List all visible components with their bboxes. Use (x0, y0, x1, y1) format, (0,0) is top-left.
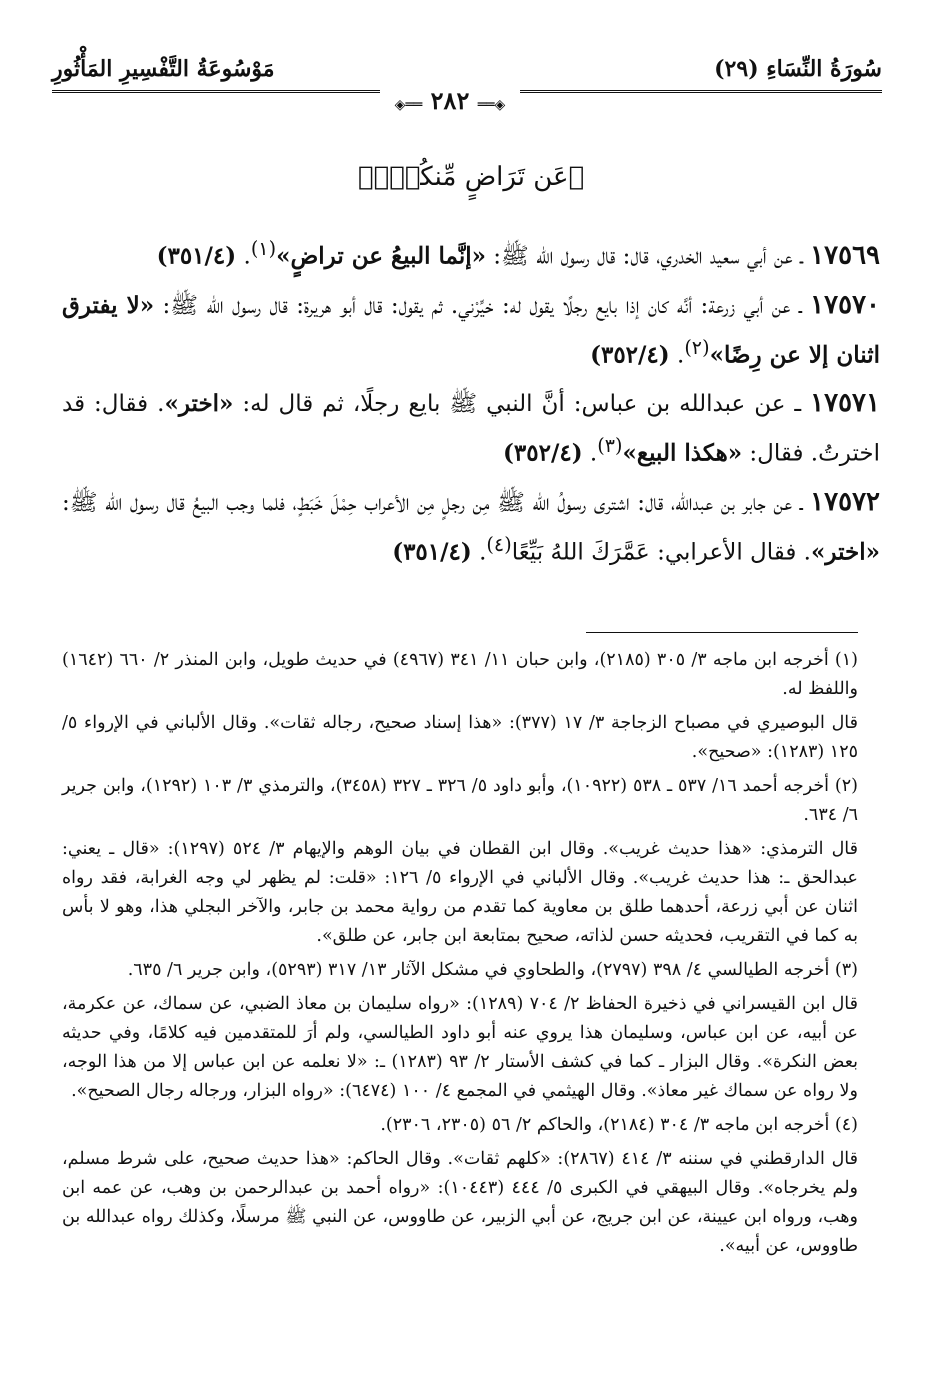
footnote-commentary: قال البوصيري في مصباح الزجاجة ٣/ ١٧ (٣٧٧): «هذا إسناد صحيح، رجاله ثقات». وقال الألباني في الإرواء ٥/ ١٢٥ (١٢٨٣): «صحيح». (62, 713, 858, 762)
footnote-marker[interactable]: (٢) (684, 335, 710, 359)
hadith-number: ١٧٥٧١ (810, 388, 880, 419)
hadith-number: ١٧٥٧٢ (810, 486, 880, 517)
ornament-icon: ══◈ (394, 97, 423, 113)
footnote-marker[interactable]: (٤) (486, 532, 512, 556)
volume-reference: (٣٥٢/٤) (503, 439, 583, 467)
footnote: (١) أخرجه ابن ماجه ٣/ ٣٠٥ (٢١٨٥)، وابن حبان ١١/ ٣٤١ (٤٩٦٧) في حديث طويل، وابن المنذر ٢/ ٦٦٠ (١٦٤٢) واللفظ له. (62, 650, 858, 699)
hadith-quote: «اختر» (811, 538, 880, 566)
hadith-text-middle: . فقال الأعرابي: عَمَّرَكَ اللهُ بَيِّعًا (511, 539, 811, 566)
footnote-marker[interactable]: (١) (250, 237, 277, 260)
surah-header: سُورَةُ النِّسَاءِ (٢٩) (714, 56, 882, 82)
volume-reference: (٣٥١/٤) (156, 242, 237, 270)
hadith-text-middle: . فقال: قد اخترتُ. فقال: (62, 391, 880, 467)
footnote-commentary: قال الدارقطني في سننه ٣/ ٤١٤ (٢٨٦٧): «كلهم ثقات». وقال الحاكم: «هذا حديث صحيح، على شرط مسلم، ولم يخرجاه». وقال البيهقي في الكبرى ٥/ ٤٤٤ (١٠٤٤٣): «رواه أحمد بن عبدالرحمن بن وهب، عن عمه ابن وهب، ورواه ابن عيينة، عن ابن جريج، عن أبي الزبير، عن طاووس، عن النبي ﷺ مرسلًا، وكذلك رواه عبدالله بن طاووس، عن أبيه». (62, 1149, 858, 1256)
footnote: (٢) أخرجه أحمد ١٦/ ٥٣٧ ـ ٥٣٨ (١٠٩٢٢)، وأبو داود ٥/ ٣٢٦ ـ ٣٢٧ (٣٤٥٨)، والترمذي ٣/ ١٠٣ (١٢٩٢)، وابن جرير ٦/ ٦٣٤. (62, 776, 858, 825)
hadith-list (62, 228, 880, 580)
footnote: (٣) أخرجه الطيالسي ٤/ ٣٩٨ (٢٧٩٧)، والطحاوي في مشكل الآثار ١٣/ ٣١٧ (٥٢٩٣)، وابن جرير ٦/ ٦٣٥. (127, 960, 858, 980)
hadith-quote-2: «هكذا البيع» (622, 439, 743, 467)
ornament-icon: ◈══ (477, 97, 506, 113)
hadith-text-end: . (471, 539, 487, 566)
hadith-text: ـ عن عبدالله بن عباس: أنَّ النبي ﷺ بايع رجلًا، ثم قال له: (233, 391, 802, 418)
hadith-text: ـ عن أبي سعيد الخدري، قال: قال رسول الله ﷺ: (486, 243, 803, 270)
verse-title: ﴿عَن تَرَاضٍ مِّنكُمْۚ﴾ (357, 162, 585, 192)
hadith-quote: «اختر» (164, 390, 234, 418)
footnote-marker[interactable]: (٣) (597, 434, 623, 458)
book-title-header: مَوْسُوعَةُ التَّفْسِيرِ المَأْثُورِ (52, 56, 275, 82)
hadith-text-end: . (236, 243, 251, 270)
footnote: (٤) أخرجه ابن ماجه ٣/ ٣٠٤ (٢١٨٤)، والحاكم ٢/ ٥٦ (٢٣٠٥، ٢٣٠٦). (380, 1115, 858, 1135)
hadith-quote: «إنَّما البيعُ عن تراضٍ» (276, 242, 486, 270)
hadith-entry (62, 228, 880, 278)
hadith-quote: «لا يفترق اثنان إلا عن رِضًا» (62, 291, 880, 369)
footnote-separator (586, 632, 858, 633)
hadith-text: ـ عن أبي زرعة: أنَّه كان إذا بايع رجلًا يقول له: خيِّرْني. ثم يقول: قال أبو هريرة: قال رسول الله ﷺ: (154, 292, 802, 319)
hadith-text-end: . (582, 440, 598, 467)
volume-reference: (٣٥١/٤) (392, 538, 472, 566)
hadith-number: ١٧٥٦٩ (810, 240, 880, 271)
hadith-entry (62, 382, 880, 475)
hadith-entry (62, 481, 880, 574)
footnote-commentary: قال ابن القيسراني في ذخيرة الحفاظ ٢/ ٧٠٤ (١٢٨٩): «رواه سليمان بن معاذ الضبي، عن سماك، عن عكرمة، عن أبيه، عن ابن عباس، وسليمان هذا يروي عنه أبو داود الطيالسي، ولم أرَ للمتقدمين فيه كلامًا، وفي حديثه بعض النكرة». وقال البزار ـ كما في كشف الأستار ٢/ ٩٣ (١٢٨٣) ـ: «لا نعلمه عن ابن عباس إلا من هذا الوجه، ولا رواه عن سماك غير معاذ». وقال الهيثمي في المجمع ٤/ ١٠٠ (٦٤٧٤): «رواه البزار، ورجاله رجال الصحيح». (62, 994, 859, 1101)
page-number (380, 86, 520, 120)
footnotes (62, 646, 858, 1266)
hadith-text: ـ عن جابر بن عبدالله، قال: اشترى رسولُ الله ﷺ مِن رجلٍ مِن الأعراب حِمْلَ خَبَطٍ، فلما وجب البيعُ قال رسول الله ﷺ: (62, 489, 803, 516)
page-number-value: ٢٨٢ (430, 86, 470, 115)
volume-reference: (٣٥٢/٤) (590, 341, 670, 369)
hadith-text-end: . (669, 342, 685, 369)
footnote-commentary: قال الترمذي: «هذا حديث غريب». وقال ابن القطان في بيان الوهم والإيهام ٣/ ٥٢٤ (١٢٩٧): «قال ـ يعني: عبدالحق ـ: هذا حديث غريب». وقال الألباني في الإرواء ٥/ ١٢٦: «قلت: لم يظهر لي وجه الغرابة، فقد رواه اثنان عن أبي زرعة، أحدهما طلق بن معاوية كما تقدم من رواية محمد بن جابر، والآخر البجلي هذا، وهو لا بأس به كما في التقريب، فحديثه حسن لذاته، صحيح بمتابعة ابن جابر، عن طلق». (62, 839, 859, 946)
hadith-number: ١٧٥٧٠ (810, 289, 880, 320)
hadith-entry (62, 284, 880, 377)
